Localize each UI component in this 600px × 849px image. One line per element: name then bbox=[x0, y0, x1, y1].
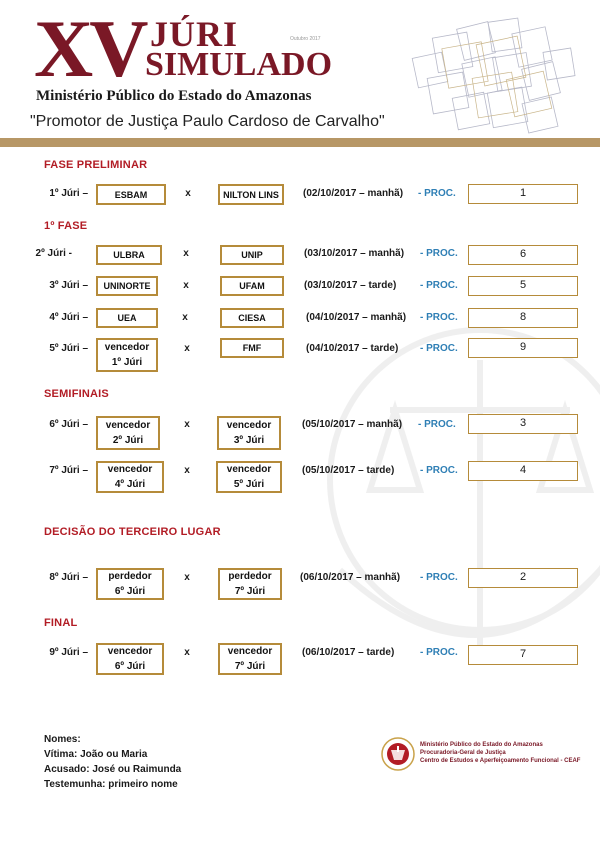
match-label: 8º Júri – bbox=[49, 572, 88, 583]
team-b-box: CIESA bbox=[220, 308, 284, 328]
names-testemunha: Testemunha: primeiro nome bbox=[44, 779, 178, 790]
edition-numeral: XV bbox=[34, 3, 145, 94]
proc-label: - PROC. bbox=[418, 188, 456, 199]
section-semifinais: SEMIFINAIS bbox=[44, 388, 109, 400]
team-b-line2: 5º Júri bbox=[233, 479, 265, 490]
match-label: 2º Júri - bbox=[35, 248, 72, 259]
organization-name: Ministério Público do Estado do Amazonas bbox=[36, 88, 312, 104]
section-terceiro-lugar: DECISÃO DO TERCEIRO LUGAR bbox=[44, 526, 221, 538]
header-divider-bar bbox=[0, 138, 600, 147]
team-a-line2: 2º Júri bbox=[112, 435, 144, 446]
team-a-line2: 6º Júri bbox=[114, 586, 146, 597]
team-b-box bbox=[217, 416, 281, 450]
proc-number-box: 4 bbox=[468, 461, 578, 481]
match-date: (03/10/2017 – tarde) bbox=[304, 280, 397, 291]
proc-label: - PROC. bbox=[420, 248, 458, 259]
title-line-juri: JÚRI bbox=[150, 14, 239, 54]
team-b-box: FMF bbox=[220, 338, 284, 358]
proc-number-box: 2 bbox=[468, 568, 578, 588]
proc-label: - PROC. bbox=[420, 343, 458, 354]
names-block bbox=[44, 732, 181, 792]
team-a-line2: 1º Júri bbox=[111, 357, 143, 368]
team-b-box bbox=[216, 461, 282, 493]
team-a-line1: vencedor bbox=[105, 420, 151, 431]
match-date: (05/10/2017 – manhã) bbox=[302, 419, 403, 430]
team-a-box: UNINORTE bbox=[96, 276, 158, 296]
footer-institution bbox=[420, 741, 580, 765]
section-final: FINAL bbox=[44, 617, 78, 629]
title-line-simulado: SIMULADO bbox=[145, 46, 333, 83]
versus-mark: x bbox=[184, 419, 190, 430]
match-label: 4º Júri – bbox=[49, 312, 88, 323]
team-b-line1: perdedor bbox=[228, 571, 272, 582]
date-tag: Outubro 2017 bbox=[290, 36, 321, 42]
match-date: (02/10/2017 – manhã) bbox=[303, 188, 404, 199]
match-label: 1º Júri – bbox=[49, 188, 88, 199]
versus-mark: x bbox=[185, 188, 191, 199]
names-title: Nomes: bbox=[44, 734, 81, 745]
proc-number-box: 1 bbox=[468, 184, 578, 204]
proc-number-box: 3 bbox=[468, 414, 578, 434]
proc-number-box: 5 bbox=[468, 276, 578, 296]
team-b-line1: vencedor bbox=[227, 646, 273, 657]
team-a-line2: 6º Júri bbox=[114, 661, 146, 672]
section-primeira-fase: 1º FASE bbox=[44, 220, 88, 232]
proc-label: - PROC. bbox=[420, 312, 458, 323]
proc-number-box: 7 bbox=[468, 645, 578, 665]
versus-mark: x bbox=[184, 465, 190, 476]
team-b-line1: vencedor bbox=[226, 420, 272, 431]
team-b-line1: vencedor bbox=[226, 464, 272, 475]
team-a-box bbox=[96, 568, 164, 600]
proc-label: - PROC. bbox=[420, 647, 458, 658]
team-b-box: NILTON LINS bbox=[218, 184, 284, 205]
team-a-box bbox=[96, 338, 158, 372]
footer-line3: Centro de Estudos e Aperfeiçoamento Funcional - CEAF bbox=[420, 758, 581, 764]
proc-label: - PROC. bbox=[420, 572, 458, 583]
proc-label: - PROC. bbox=[420, 465, 458, 476]
versus-mark: x bbox=[184, 647, 190, 658]
match-label: 6º Júri – bbox=[49, 419, 88, 430]
match-date: (06/10/2017 – tarde) bbox=[302, 647, 395, 658]
team-a-box bbox=[96, 416, 160, 450]
versus-mark: x bbox=[184, 572, 190, 583]
versus-mark: x bbox=[182, 312, 188, 323]
match-date: (03/10/2017 – manhã) bbox=[304, 248, 405, 259]
team-b-line2: 7º Júri bbox=[234, 661, 266, 672]
proc-number-box: 6 bbox=[468, 245, 578, 265]
match-label: 3º Júri – bbox=[49, 280, 88, 291]
team-a-box: UEA bbox=[96, 308, 158, 328]
match-date: (04/10/2017 – tarde) bbox=[306, 343, 399, 354]
team-a-box bbox=[96, 643, 164, 675]
proc-label: - PROC. bbox=[418, 419, 456, 430]
match-label: 9º Júri – bbox=[49, 647, 88, 658]
versus-mark: x bbox=[184, 343, 190, 354]
team-b-line2: 3º Júri bbox=[233, 435, 265, 446]
match-label: 5º Júri – bbox=[49, 343, 88, 354]
team-a-box bbox=[96, 461, 164, 493]
proc-number-box: 8 bbox=[468, 308, 578, 328]
team-b-box bbox=[218, 643, 282, 675]
mpam-emblem-icon bbox=[380, 736, 416, 772]
versus-mark: x bbox=[183, 280, 189, 291]
team-a-line1: vencedor bbox=[107, 464, 153, 475]
team-b-box: UFAM bbox=[220, 276, 284, 296]
decorative-grid-graphic bbox=[405, 15, 585, 140]
footer-line2: Procuradoria-Geral de Justiça bbox=[420, 750, 506, 756]
team-b-box bbox=[218, 568, 282, 600]
footer-line1: Ministério Público do Estado do Amazonas bbox=[420, 742, 543, 748]
team-a-box: ESBAM bbox=[96, 184, 166, 205]
proc-label: - PROC. bbox=[420, 280, 458, 291]
team-b-box: UNIP bbox=[220, 245, 284, 265]
versus-mark: x bbox=[183, 248, 189, 259]
team-a-line2: 4º Júri bbox=[114, 479, 146, 490]
match-date: (04/10/2017 – manhã) bbox=[306, 312, 407, 323]
team-a-line1: perdedor bbox=[108, 571, 152, 582]
section-fase-preliminar: FASE PRELIMINAR bbox=[44, 159, 148, 171]
names-vitima: Vítima: João ou Maria bbox=[44, 749, 148, 760]
justice-scale-watermark bbox=[300, 320, 600, 700]
names-acusado: Acusado: José ou Raimunda bbox=[44, 764, 182, 775]
match-date: (05/10/2017 – tarde) bbox=[302, 465, 395, 476]
honoree-name: "Promotor de Justiça Paulo Cardoso de Carvalho" bbox=[30, 113, 385, 130]
match-date: (06/10/2017 – manhã) bbox=[300, 572, 401, 583]
proc-number-box: 9 bbox=[468, 338, 578, 358]
team-a-line1: vencedor bbox=[104, 342, 150, 353]
team-a-box: ULBRA bbox=[96, 245, 162, 265]
team-a-line1: vencedor bbox=[107, 646, 153, 657]
team-b-line2: 7º Júri bbox=[234, 586, 266, 597]
match-label: 7º Júri – bbox=[49, 465, 88, 476]
